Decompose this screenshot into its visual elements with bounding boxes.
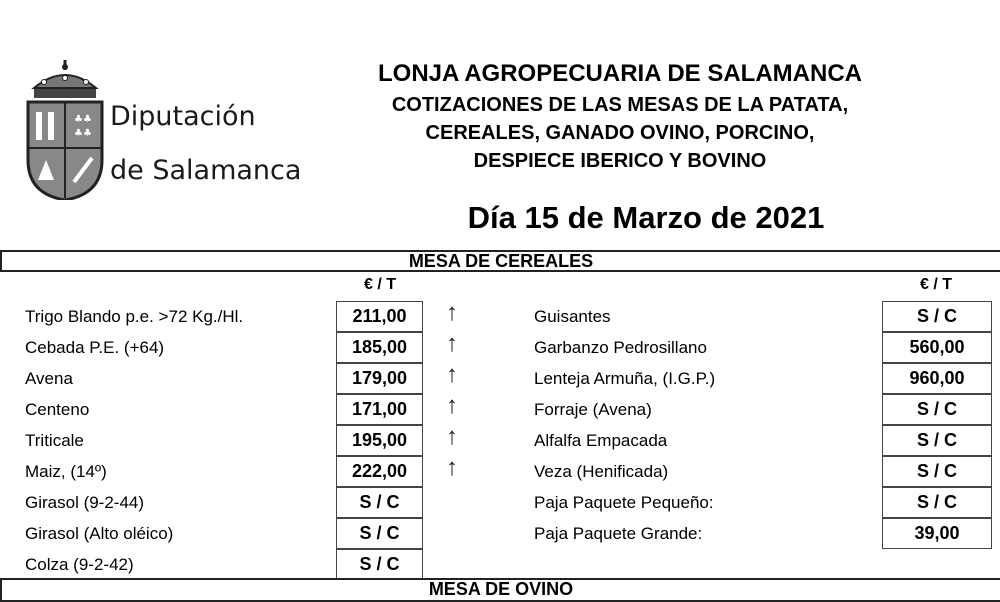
item-label: Alfalfa Empacada xyxy=(534,431,668,450)
item-label: Lenteja Armuña, (I.G.P.) xyxy=(534,369,716,388)
item-label: Garbanzo Pedrosillano xyxy=(534,338,707,357)
item-label: Veza (Henificada) xyxy=(534,462,669,481)
item-label: Maiz, (14º) xyxy=(25,462,107,481)
up-arrow-icon: ↑ xyxy=(446,361,458,388)
item-label: Paja Paquete Grande: xyxy=(534,524,703,543)
document-title: LONJA AGROPECUARIA DE SALAMANCA xyxy=(377,60,862,87)
item-label: Paja Paquete Pequeño: xyxy=(534,493,714,512)
price-value: S / C xyxy=(882,425,992,456)
item-label: Guisantes xyxy=(534,307,611,326)
svg-text:♣♣: ♣♣ xyxy=(74,114,92,125)
subtitle-line-1: COTIZACIONES DE LAS MESAS DE LA PATATA, xyxy=(391,94,849,116)
price-value: 179,00 xyxy=(336,363,423,394)
item-label: Centeno xyxy=(25,400,90,419)
logo-text-line2: de Salamanca xyxy=(110,155,302,186)
price-value: 560,00 xyxy=(882,332,992,363)
item-label: Forraje (Avena) xyxy=(534,400,652,419)
logo-text-line1: Diputación xyxy=(110,101,256,132)
price-value: S / C xyxy=(882,394,992,425)
price-value: 185,00 xyxy=(336,332,423,363)
subtitle-line-3: DESPIECE IBERICO Y BOVINO xyxy=(473,150,767,172)
item-label: Triticale xyxy=(25,431,84,450)
up-arrow-icon: ↑ xyxy=(446,454,458,481)
subtitle-line-2: CEREALES, GANADO OVINO, PORCINO, xyxy=(425,122,815,144)
price-value: S / C xyxy=(336,487,423,518)
up-arrow-icon: ↑ xyxy=(446,423,458,450)
price-value: S / C xyxy=(882,487,992,518)
price-value: S / C xyxy=(882,301,992,332)
report-date: Día 15 de Marzo de 2021 xyxy=(467,200,825,235)
price-value: 171,00 xyxy=(336,394,423,425)
up-arrow-icon: ↑ xyxy=(446,392,458,419)
section-header-ovino: MESA DE OVINO xyxy=(0,578,1000,602)
price-value: 222,00 xyxy=(336,456,423,487)
coat-of-arms-icon xyxy=(24,60,106,200)
price-value: 39,00 xyxy=(882,518,992,549)
up-arrow-icon: ↑ xyxy=(446,330,458,357)
svg-text:♣♣: ♣♣ xyxy=(74,128,92,139)
price-value: S / C xyxy=(882,456,992,487)
price-value: 211,00 xyxy=(336,301,423,332)
item-label: Trigo Blando p.e. >72 Kg./Hl. xyxy=(25,307,244,326)
price-value: 195,00 xyxy=(336,425,423,456)
price-value: S / C xyxy=(336,518,423,549)
item-label: Girasol (Alto oléico) xyxy=(25,524,174,543)
item-label: Girasol (9-2-44) xyxy=(25,493,145,512)
item-label: Colza (9-2-42) xyxy=(25,555,134,574)
section-header-cereales: MESA DE CEREALES xyxy=(0,250,1000,272)
unit-label-right: € / T xyxy=(920,276,953,293)
up-arrow-icon: ↑ xyxy=(446,299,458,326)
price-value: 960,00 xyxy=(882,363,992,394)
item-label: Avena xyxy=(25,369,73,388)
unit-label-left: € / T xyxy=(364,276,397,293)
item-label: Cebada P.E. (+64) xyxy=(25,338,165,357)
price-value: S / C xyxy=(336,549,423,580)
